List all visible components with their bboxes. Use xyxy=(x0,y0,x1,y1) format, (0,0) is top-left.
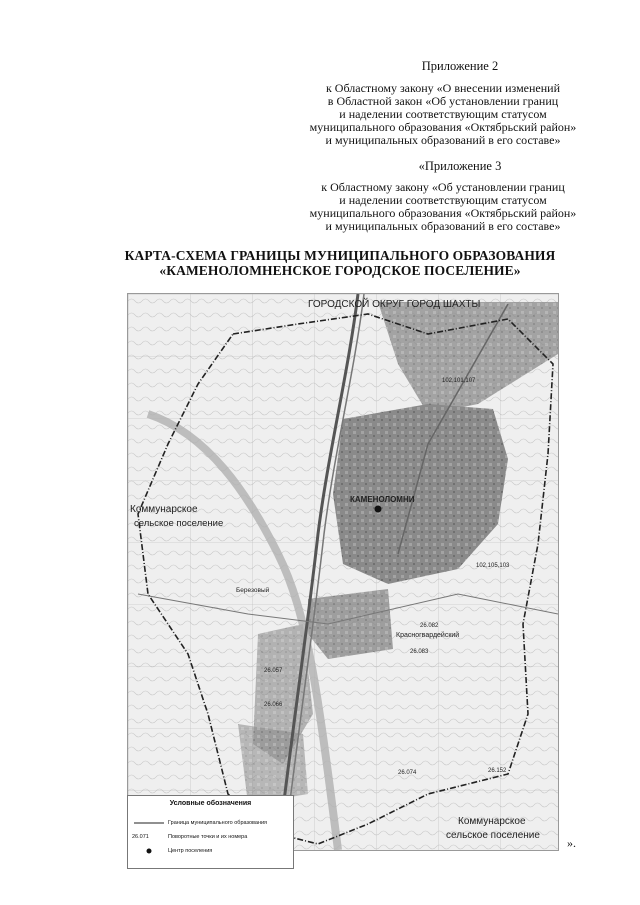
krasnogvardeyskiy-built-area xyxy=(308,589,393,659)
label-point-6: 26.066 xyxy=(264,702,283,708)
legend-item-boundary xyxy=(132,818,290,828)
closing-quote-mark: ». xyxy=(567,836,576,850)
annex-3-body xyxy=(288,181,598,233)
legend-point-code: 26.071 xyxy=(132,834,149,840)
annex-3-line: и муниципальных образований в его составе» xyxy=(325,219,561,233)
annex-3-heading: «Приложение 3 xyxy=(418,159,502,173)
annex-2-heading: Приложение 2 xyxy=(421,59,499,73)
annex-2-line: муниципального образования «Октябрьский район» xyxy=(309,120,577,134)
label-point-2: 102,105,103 xyxy=(476,563,510,569)
label-point-5: 26.057 xyxy=(264,668,283,674)
label-point-4: 26.083 xyxy=(410,649,429,655)
boundary-line-icon xyxy=(132,818,166,828)
map-title xyxy=(60,248,620,278)
legend-label: Граница муниципального образования xyxy=(168,820,268,826)
settlement-center-icon xyxy=(132,846,166,856)
map-drawing xyxy=(128,294,558,850)
annex-2-body xyxy=(288,82,598,147)
annex-3-line: к Областному закону «Об установлении границ xyxy=(321,180,565,194)
annex-2-line: в Областной закон «Об установлении границ xyxy=(327,94,559,108)
legend-item-center xyxy=(132,846,290,856)
annex-3-line: муниципального образования «Октябрьский район» xyxy=(309,206,577,220)
legend-label: Поворотные точки и их номера xyxy=(168,834,248,840)
label-point-1: 102,101,107 xyxy=(442,378,476,384)
label-kommunarskoe-west-2: сельское поселение xyxy=(134,518,224,529)
map-legend xyxy=(127,795,294,869)
annex-2-line: и наделении соответствующим статусом xyxy=(339,107,547,121)
label-point-8: 26.152 xyxy=(488,768,507,774)
berezovyi-built-area xyxy=(238,724,308,804)
label-town: КАМЕНОЛОМНИ xyxy=(350,495,415,504)
label-point-7: 26.074 xyxy=(398,770,417,776)
boundary-map xyxy=(127,293,559,851)
map-title-line-1: КАРТА-СХЕМА ГРАНИЦЫ МУНИЦИПАЛЬНОГО ОБРАЗОВАНИЯ xyxy=(124,248,556,263)
legend-label: Центр поселения xyxy=(168,848,213,854)
annex-2-line: и муниципальных образований в его составе» xyxy=(325,133,561,147)
label-berezovyi: Березовый xyxy=(236,587,270,594)
map-title-line-2: «КАМЕНОЛОМНЕНСКОЕ ГОРОДСКОЕ ПОСЕЛЕНИЕ» xyxy=(159,263,521,278)
annex-3-line: и наделении соответствующим статусом xyxy=(339,193,547,207)
settlement-center-marker xyxy=(375,506,382,513)
legend-item-turning-points xyxy=(132,832,290,842)
label-city-district: ГОРОДСКОЙ ОКРУГ ГОРОД ШАХТЫ xyxy=(308,299,481,310)
label-krasnogvardeyskiy: Красногвардейский xyxy=(396,632,460,639)
label-point-3: 26.082 xyxy=(420,623,439,629)
annex-2-line: к Областному закону «О внесении изменений xyxy=(325,81,561,95)
label-kommunarskoe-west-1: Коммунарское xyxy=(130,504,198,515)
legend-title: Условные обозначения xyxy=(169,800,252,807)
label-kommunarskoe-east-1: Коммунарское xyxy=(458,816,526,827)
label-kommunarskoe-east-2: сельское поселение xyxy=(446,830,540,841)
